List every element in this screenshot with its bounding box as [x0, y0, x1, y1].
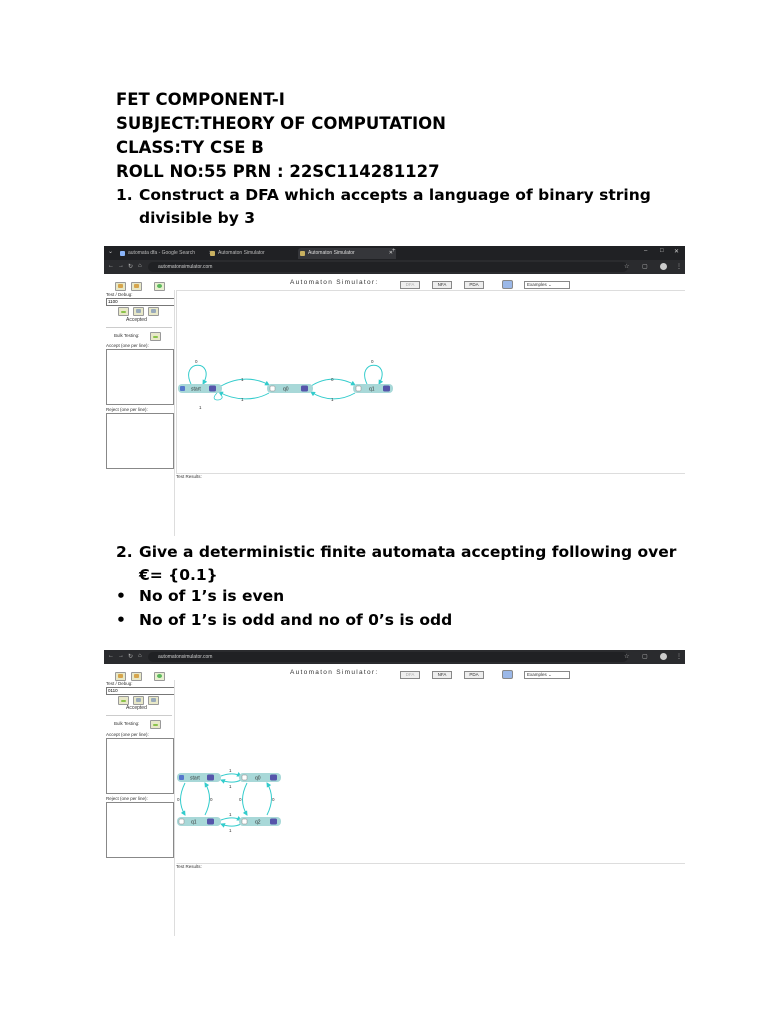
bookmark-star-icon[interactable]: ☆ [624, 654, 630, 660]
hand-icon [134, 674, 139, 678]
edge-label: 0 [272, 797, 275, 802]
edge-q1-q2 [221, 818, 241, 820]
examples-label: Examples [527, 282, 547, 287]
bookmark-star-icon[interactable]: ☆ [624, 264, 630, 270]
state-label: q0 [283, 386, 289, 393]
bulk-testing-label: Bulk Testing: [114, 333, 140, 338]
state-label: start [191, 386, 201, 393]
maximize-icon[interactable]: □ [660, 248, 664, 254]
state-q0[interactable] [267, 384, 313, 393]
divider [106, 327, 172, 328]
edge-q1-start [205, 783, 210, 815]
bulk-test-button[interactable] [150, 332, 161, 341]
extensions-icon[interactable]: ▢ [642, 654, 648, 660]
mode-nfa-button[interactable]: NFA [432, 281, 452, 289]
browser-address-bar [104, 650, 685, 664]
edge-label: 1 [331, 397, 334, 402]
panel-divider [174, 680, 175, 936]
run-icon [153, 336, 158, 338]
condition-item: • No of 1’s is even [116, 584, 452, 608]
forward-icon[interactable]: → [118, 653, 124, 659]
more-menu-icon[interactable]: ⋮ [676, 654, 682, 660]
magnify-icon [151, 698, 156, 702]
edge-label: 0 [210, 797, 213, 802]
extensions-icon[interactable]: ▢ [642, 264, 648, 270]
tab-automaton-1[interactable] [208, 248, 306, 259]
home-icon[interactable]: ⌂ [138, 263, 142, 269]
test-debug-label: Test / Debug: [106, 681, 133, 686]
edge-label: 0 [331, 377, 334, 382]
result-status: Accepted [126, 317, 147, 323]
state-start[interactable] [177, 773, 221, 782]
forward-icon[interactable]: → [118, 263, 124, 269]
more-menu-icon[interactable]: ⋮ [676, 264, 682, 270]
result-status: Accepted [126, 705, 147, 711]
question-1 [116, 184, 686, 230]
header-class: CLASS:TY CSE B [116, 138, 264, 157]
condition-item: • No of 1’s is odd and no of 0’s is odd [116, 608, 452, 632]
state-q0[interactable] [239, 773, 281, 782]
edge-q2-q0 [267, 783, 272, 815]
tab-google-search[interactable] [118, 248, 216, 259]
edge-label: 0 [239, 797, 242, 802]
edge-label: 0 [177, 797, 180, 802]
profile-avatar[interactable] [660, 263, 667, 270]
reject-textarea[interactable] [106, 413, 174, 469]
mode-nfa-button[interactable]: NFA [432, 671, 452, 679]
examples-select[interactable]: Examples ⌄ [524, 281, 570, 289]
state-label: start [190, 775, 200, 782]
question-2-text: Give a deterministic finite automata accepting following over €= {0.1} [139, 543, 677, 584]
divider [106, 715, 172, 716]
dfa-diagram-2 [177, 681, 685, 863]
run-icon [121, 311, 126, 313]
state-label: q2 [255, 819, 261, 826]
globe-icon[interactable] [502, 280, 513, 289]
header-subject: SUBJECT:THEORY OF COMPUTATION [116, 114, 446, 133]
edge-start-q0 [221, 379, 269, 386]
tab-menu-icon[interactable]: ⌄ [108, 249, 114, 255]
debug-step-button[interactable] [148, 696, 159, 705]
edge-start-q0 [221, 774, 241, 776]
state-label: q1 [369, 386, 375, 393]
plus-circle-icon [157, 284, 162, 288]
state-label: q0 [255, 775, 261, 782]
browser-address-bar [104, 260, 685, 274]
new-tab-icon[interactable]: + [392, 248, 396, 254]
debug-step-button[interactable] [148, 307, 159, 316]
hand-icon [118, 284, 123, 288]
bulk-testing-label: Bulk Testing: [114, 721, 140, 726]
edge-start-q1 [181, 783, 186, 815]
debug-button[interactable] [133, 307, 144, 316]
url-field[interactable]: automatonsimulator.com [148, 652, 628, 662]
accept-textarea[interactable] [106, 349, 174, 405]
site-icon [210, 251, 215, 256]
edge-label: 1 [229, 828, 232, 833]
magnify-icon [151, 309, 156, 313]
add-button[interactable] [154, 672, 165, 681]
automaton-canvas[interactable] [176, 680, 685, 864]
step-hand-button[interactable] [115, 282, 126, 291]
edge-hook [214, 393, 222, 400]
tab-automaton-2[interactable] [298, 248, 396, 259]
magnify-icon [136, 698, 141, 702]
edge-label: 1 [229, 784, 232, 789]
back-icon[interactable]: ← [108, 263, 114, 269]
mode-dfa-button[interactable]: DFA [400, 671, 420, 679]
header-roll: ROLL NO:55 PRN : 22SC114281127 [116, 162, 440, 181]
plus-circle-icon [157, 674, 162, 678]
home-icon[interactable]: ⌂ [138, 653, 142, 659]
edge-start-self [189, 365, 207, 384]
step-button[interactable] [131, 672, 142, 681]
back-icon[interactable]: ← [108, 653, 114, 659]
edge-q0-start [221, 780, 241, 782]
magnify-icon [136, 309, 141, 313]
tab-label: Automaton Simulator [308, 250, 355, 256]
hand-icon [118, 674, 123, 678]
mode-dfa-button[interactable]: DFA [400, 281, 420, 289]
hand-icon [134, 284, 139, 288]
state-label: q1 [191, 819, 197, 826]
screenshot-1 [104, 246, 685, 536]
test-input[interactable]: 0110 [106, 687, 175, 695]
browser-tab-bar [104, 246, 685, 260]
reload-icon[interactable]: ↻ [128, 654, 134, 660]
close-window-icon[interactable]: ✕ [674, 249, 680, 255]
site-icon [300, 251, 305, 256]
edge-label: 1 [229, 812, 232, 817]
question-1-number: 1. [116, 186, 133, 204]
panel-divider [174, 290, 175, 536]
accept-textarea[interactable] [106, 738, 174, 794]
google-icon [120, 251, 125, 256]
step-hand-button[interactable] [115, 672, 126, 681]
dfa-diagram-1 [177, 291, 685, 473]
examples-label: Examples [527, 672, 547, 677]
examples-select[interactable]: Examples ⌄ [524, 671, 570, 679]
step-button[interactable] [131, 282, 142, 291]
tab-label: automata dfa - Google Search [128, 250, 195, 256]
state-q1[interactable] [177, 817, 221, 826]
accept-label: Accept (one per line): [106, 343, 149, 348]
mode-pda-button[interactable]: PDA [464, 281, 484, 289]
reject-label: Reject (one per line): [106, 796, 148, 801]
test-results-label: Test Results: [176, 864, 202, 869]
profile-avatar[interactable] [660, 653, 667, 660]
run-icon [121, 700, 126, 702]
question-2-number: 2. [116, 543, 133, 561]
url-field[interactable]: automatonsimulator.com [148, 262, 628, 272]
edge-q1-self [365, 365, 383, 384]
question-2 [116, 541, 686, 587]
state-q2[interactable] [239, 817, 281, 826]
condition-list [116, 584, 452, 632]
edge-label: 0 [195, 359, 198, 364]
document-header [116, 88, 446, 184]
bulk-test-button[interactable] [150, 720, 161, 729]
edge-label: 1 [241, 377, 244, 382]
run-icon [153, 724, 158, 726]
state-q1[interactable] [353, 384, 393, 393]
edge-label: 0 [371, 359, 374, 364]
test-input[interactable]: 1100 [106, 298, 175, 306]
minimize-icon[interactable]: – [644, 248, 648, 254]
state-start[interactable] [178, 384, 222, 393]
simulator-title: Automaton Simulator: [290, 669, 379, 676]
run-button[interactable] [118, 696, 129, 705]
run-button[interactable] [118, 307, 129, 316]
edge-q0-q2 [243, 783, 248, 815]
reject-textarea[interactable] [106, 802, 174, 858]
edge-label: 1 [199, 405, 202, 410]
edge-q0-start [219, 392, 269, 399]
test-results-label: Test Results: [176, 474, 202, 479]
test-debug-label: Test / Debug: [106, 292, 133, 297]
automaton-canvas[interactable] [176, 290, 685, 474]
debug-button[interactable] [133, 696, 144, 705]
tab-label: Automaton Simulator [218, 250, 265, 256]
globe-icon[interactable] [502, 670, 513, 679]
simulator-title: Automaton Simulator: [290, 279, 379, 286]
mode-pda-button[interactable]: PDA [464, 671, 484, 679]
reject-label: Reject (one per line): [106, 407, 148, 412]
question-1-text: Construct a DFA which accepts a language of binary string divisible by 3 [139, 186, 651, 227]
header-title: FET COMPONENT-I [116, 90, 285, 109]
reload-icon[interactable]: ↻ [128, 264, 134, 270]
edge-label: 1 [229, 768, 232, 773]
accept-label: Accept (one per line): [106, 732, 149, 737]
add-button[interactable] [154, 282, 165, 291]
screenshot-2 [104, 650, 685, 936]
edge-label: 1 [241, 397, 244, 402]
close-icon[interactable]: ✕ [388, 250, 393, 256]
edge-q2-q1 [221, 824, 241, 826]
